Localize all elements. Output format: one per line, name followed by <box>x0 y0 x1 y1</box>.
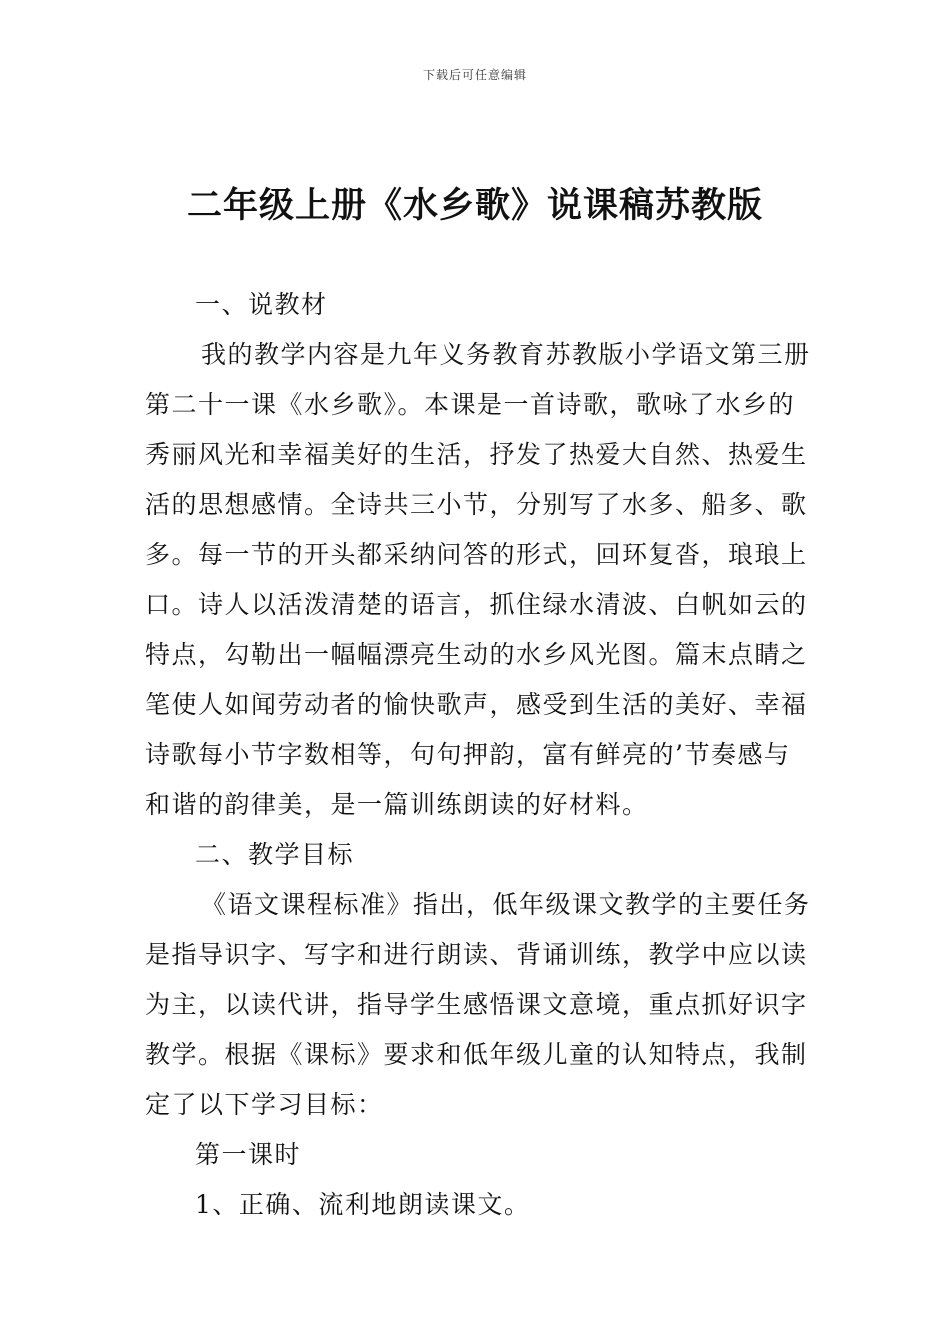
header-note: 下载后可任意编辑 <box>422 68 527 82</box>
section-heading: 一、说教材 <box>195 290 328 319</box>
section-heading: 二、教学目标 <box>195 840 355 869</box>
list-item: 1、正确、流利地朗读课文。 <box>195 1190 531 1219</box>
paragraph <box>145 330 811 830</box>
lesson-heading: 第一课时 <box>195 1140 302 1169</box>
text-line: 笔使人如闻劳动者的愉快歌声，感受到生活的美好、幸福 <box>145 690 808 719</box>
text-line: 和谐的韵律美，是一篇训练朗读的好材料。 <box>145 790 649 819</box>
paragraph <box>145 880 811 1130</box>
text-line: 我的教学内容是九年义务教育苏教版小学语文第三册 <box>201 340 811 369</box>
text-line: 定了以下学习目标： <box>145 1090 384 1119</box>
text-line: 活的思想感情。全诗共三小节，分别写了水多、船多、歌 <box>145 490 808 519</box>
text-line: 诗歌每小节字数相等，句句押韵，富有鲜亮的’节奏感与 <box>145 740 791 769</box>
document-body <box>145 280 811 1230</box>
document-title: 二年级上册《水乡歌》说课稿苏教版 <box>186 186 763 226</box>
text-line: 第二十一课《水乡歌》。本课是一首诗歌，歌咏了水乡的 <box>145 390 796 419</box>
text-line: 教学。根据《课标》要求和低年级儿童的认知特点，我制 <box>145 1040 808 1069</box>
text-line: 《语文课程标准》指出，低年级课文教学的主要任务 <box>201 890 811 919</box>
text-line: 为主，以读代讲，指导学生感悟课文意境，重点抓好识字 <box>145 990 808 1019</box>
text-line: 多。每一节的开头都采纳问答的形式，回环复沓，琅琅上 <box>145 540 808 569</box>
text-line: 特点，勾勒出一幅幅漂亮生动的水乡风光图。篇末点睛之 <box>145 640 808 669</box>
text-line: 秀丽风光和幸福美好的生活，抒发了热爱大自然、热爱生 <box>145 440 808 469</box>
text-line: 是指导识字、写字和进行朗读、背诵训练，教学中应以读 <box>145 940 808 969</box>
text-line: 口。诗人以活泼清楚的语言，抓住绿水清波、白帆如云的 <box>145 590 808 619</box>
